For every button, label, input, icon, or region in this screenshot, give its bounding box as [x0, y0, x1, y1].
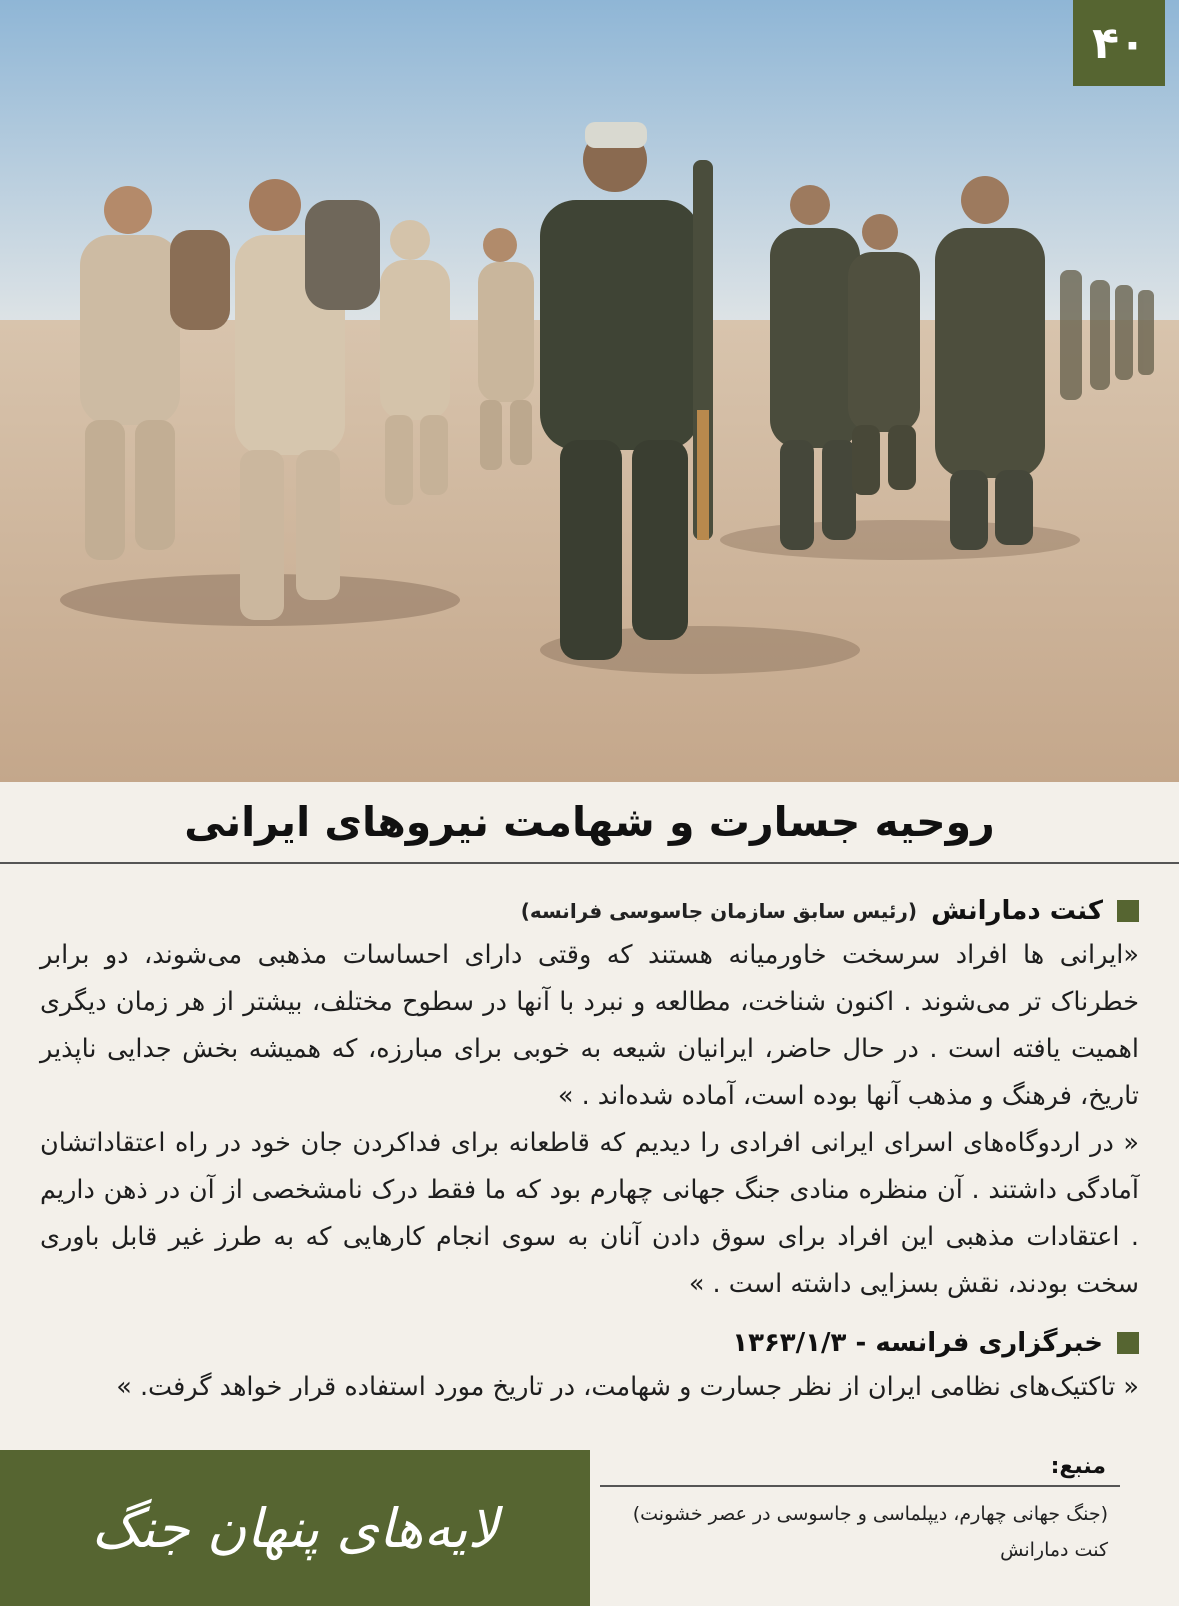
page-number: ۴۰: [1073, 0, 1165, 86]
section-author: کنت دمارانش: [931, 896, 1103, 926]
section-heading: [40, 896, 1139, 926]
quote-paragraph: «ایرانی ها افراد سرسخت خاورمیانه هستند که وقتی دارای احساسات مذهبی می‌شوند، دو برابر خطرناک تر می‌شوند . اکنون شناخت، مطالعه و نبرد با آنها در سطوح مختلف، بیشتر از هر زمان دیگری اهمیت یافته است . در حال حاضر، ایرانیان شیعه به خوبی برای مبارزه، که همیشه بخش جدایی ناپذیر تاریخ، فرهنگ و مذهب آنها بوده است، آماده شده‌اند . »: [40, 940, 1139, 1111]
source-author: کنت دمارانش: [1000, 1539, 1108, 1561]
section-author-role: (رئیس سابق سازمان جاسوسی فرانسه): [520, 899, 918, 923]
section-heading: [40, 1328, 1139, 1358]
quote-paragraph: « در اردوگاه‌های اسرای ایرانی افرادی را دیدیم که قاطعانه برای فداکردن جان خود در راه اعتقاداتشان آمادگی داشتند . آن منظره منادی جنگ جهانی چهارم بود که ما فقط درک نامشخصی از آن در ذهن داریم . اعتقادات مذهبی این افراد برای سوق دادن آنان به سوی انجام کارهایی که به طرز غیر قابل باوری سخت بودند، نقش بسزایی داشته است . »: [40, 1128, 1139, 1299]
bullet-square-icon: [1117, 900, 1139, 922]
soldiers-photo: [0, 0, 1179, 782]
source-box: [600, 1454, 1120, 1604]
bullet-square-icon: [1117, 1332, 1139, 1354]
quote-section: [40, 896, 1139, 1308]
series-title-box: [0, 1450, 590, 1606]
series-title: لایه‌های پنهان جنگ: [91, 1496, 499, 1560]
source-label: منبع:: [600, 1454, 1120, 1487]
article-body: [40, 896, 1139, 1431]
title-band: [0, 782, 1179, 864]
quote-paragraph: « تاکتیک‌های نظامی ایران از نظر جسارت و شهامت، در تاریخ مورد استفاده قرار خواهد گرفت. »: [116, 1372, 1139, 1402]
source-book: (جنگ جهانی چهارم، دیپلماسی و جاسوسی در عصر خشونت): [632, 1503, 1108, 1525]
page-title: روحیه جسارت و شهامت نیروهای ایرانی: [184, 798, 995, 846]
section-author: خبرگزاری فرانسه - ۱۳۶۳/۱/۳: [732, 1328, 1103, 1358]
quote-section: [40, 1328, 1139, 1411]
